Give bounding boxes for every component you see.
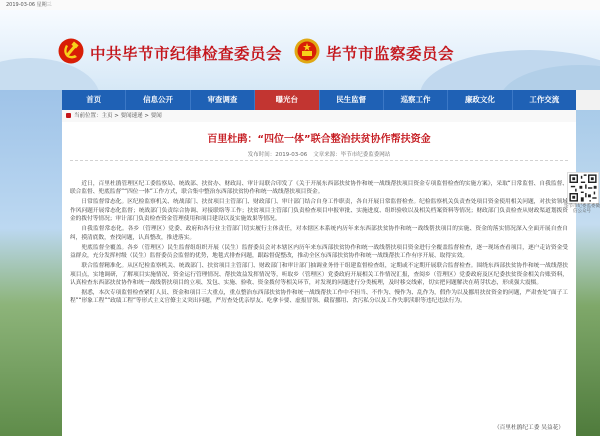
- article-paragraph: 据悉，本次专项监督检查紧盯人员、资金和项目三大重点，重点整治东西部扶贫协作和统一战线帮扶工作中不担当、不作为、慢作为、乱作为，假作为以及挪用扶贫资金的问题，严肃查处“面子工程”“形象工程”“政绩工程”等形式主义官僚主义突出问题，严厉查处优亲厚友、吃拿卡要、虚报冒领、截留挪用、贪污私分以及工作失职渎职等违纪违法行为。: [70, 290, 568, 305]
- banner-hill: [0, 58, 100, 90]
- article-paragraph: 联合监督精准化。从区纪检监察机关、统战部门、扶贫项目主管部门、财政部门和审计部门抽调业务骨干组建监督检查组，定期或不定期开展联合监督检查。围绕东西部扶贫协作和统一战线帮扶项目点，实地调研，了解项目实施情况、资金运行管理情况、帮扶效益发挥情况等，听取乡（管理区）党委政府开展相关工作情况汇报，查阅乡（管理区）党委政府及区纪委扶贫资金相关台账资料，认真检查东西部扶贫协作和统一战线帮扶项目的立项、发包、实施、验收、资金拨付等相关环节，对发现的问题进行分类梳理，及时移交线索，切实把问题解决在萌芽状态，形成强大震慑。: [70, 263, 568, 286]
- nav-item-livelihood-supervision[interactable]: 民生监督: [320, 90, 384, 110]
- main-nav: [62, 90, 576, 110]
- background-scenery-left: [0, 90, 62, 436]
- article-panel: [62, 122, 576, 436]
- location-icon: [66, 113, 71, 118]
- article-body: [70, 180, 568, 308]
- article-paragraph: 日常监督常态化。区纪检监察机关、统战部门、扶贫项目主管部门、财政部门、审计部门结合自身工作职责，各自开展日常监督检查。纪检监察机关负责查处项目资金使用相关问题，对扶贫领域作风问题开展常态化监督；统战部门负责综合协调、对接联络等工作；扶贫项目主管部门负责检查项目申报审批、实施进度、组织验收以及相关档案资料等情况；财政部门负责检查从财政渠道划拨资金的拨付等情况；审计部门负责检查资金管理使用和项目建设以及实施效果等情况。: [70, 199, 568, 223]
- top-date-bar: [0, 0, 600, 10]
- nav-item-inspection-work[interactable]: 巡察工作: [384, 90, 448, 110]
- current-date: 2019-03-06 星期三: [6, 2, 52, 8]
- breadcrumb-text[interactable]: 当前位置：主页 > 要闻速递 > 要闻: [74, 113, 162, 119]
- article-source: 文章来源：毕节市纪委监委网站: [313, 152, 391, 158]
- supervisory-commission-title: 毕节市监察委员会: [326, 44, 455, 63]
- nav-item-info-disclosure[interactable]: 信息公开: [126, 90, 190, 110]
- site-banner: [0, 10, 600, 90]
- article-paragraph: 兜底监督全覆盖。各乡（管理区）民生监督组组织开展（民生）监督委员会对本辖区内历年来东西部扶贫协作和统一战线帮扶项目资金进行全覆盖监督检查，逐一现场查看项目，逐户走访资金受益群众，充分发挥村级（民生）监督委员会监督的优势，地毯式排查问题，跟踪督促整改，推动全区东西部扶贫协作和统一战线帮扶工作有序开展、取得实效。: [70, 244, 568, 260]
- publish-date: 发布时间：2019-03-06: [247, 152, 308, 158]
- nav-item-investigation[interactable]: 审查调查: [191, 90, 255, 110]
- qr-code-icon[interactable]: [567, 172, 599, 204]
- nav-item-home[interactable]: 首页: [62, 90, 126, 110]
- article-paragraph: 自我监督常态化。各乡（管理区）党委、政府和各行业主管部门切实履行主体责任，对本辖区本系统内历年来东西部扶贫协作和统一战线帮扶项目的实施、资金的落实情况深入全面开展自查自纠，摸清底数，查找问题，认真整改，推进落实。: [70, 226, 568, 241]
- nav-item-integrity-culture[interactable]: 廉政文化: [448, 90, 512, 110]
- article-title: 百里杜鹃：“四位一体”联合整治扶贫协作帮扶资金: [207, 134, 431, 145]
- qr-code-label: 毕节市纪委监委微信公众号: [564, 204, 600, 214]
- article-meta: [62, 150, 576, 158]
- background-scenery-right: [576, 110, 600, 436]
- title-divider: [70, 160, 568, 161]
- breadcrumb: [62, 110, 576, 122]
- national-emblem-icon: [294, 38, 320, 64]
- article-signature: （百里杜鹃纪工委 吴益花）: [493, 425, 564, 431]
- nav-item-exposure[interactable]: 曝光台: [255, 90, 319, 110]
- article-paragraph: 近日，百里杜鹃管理区纪工委监察局、统战部、扶贫办、财政局、审计局联合印发了《关于开展东西部扶贫协作和统一战线帮扶项目资金专项监督检查的实施方案》，采取“日常监督、自我监督、联合监督、兜底监督”“四位一体”工作方式，联合集中整治东西部扶贫协作和统一战线帮扶项目资金。: [70, 181, 568, 196]
- party-emblem-icon: [58, 38, 84, 64]
- nav-item-work-exchange[interactable]: 工作交流: [529, 95, 560, 104]
- cpc-commission-title: 中共毕节市纪律检查委员会: [90, 44, 283, 63]
